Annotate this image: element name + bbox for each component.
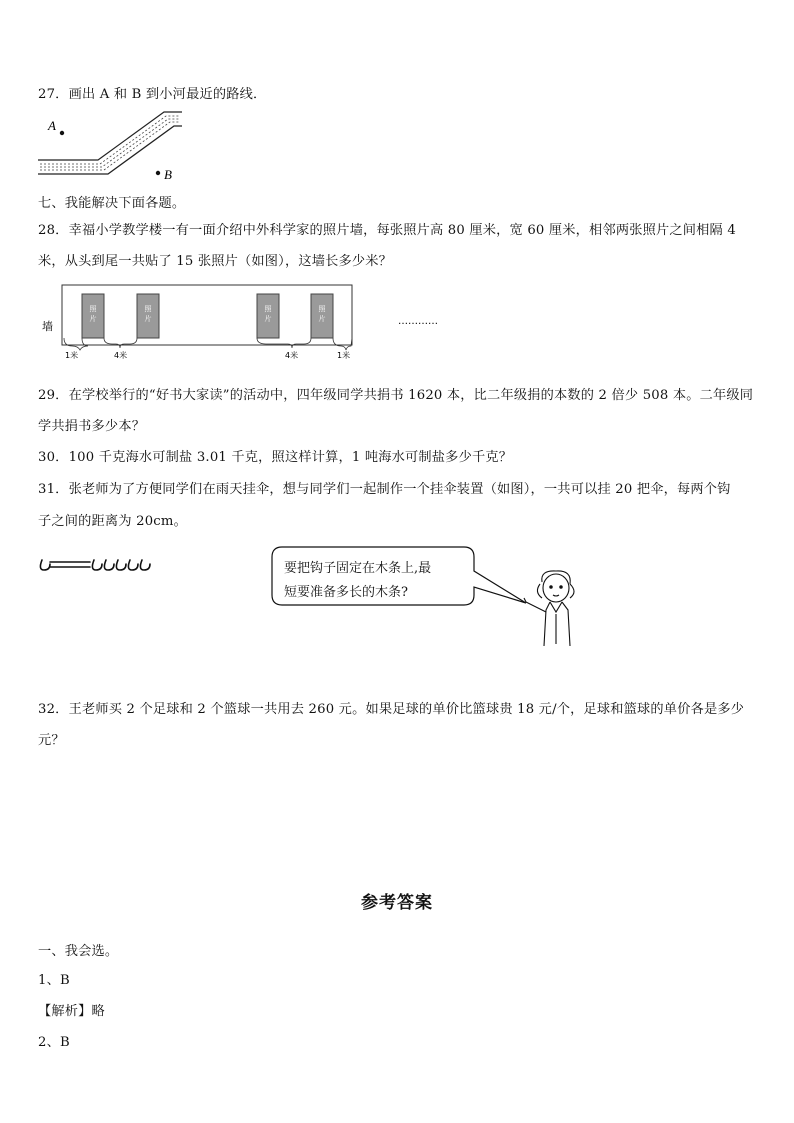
teacher-figure-icon <box>520 566 590 650</box>
answers-title: 参考答案 <box>361 893 433 913</box>
point-b-label: B <box>164 167 172 182</box>
continuation-dots: ………… <box>398 316 438 327</box>
section7-heading: 七、我能解决下面各题。 <box>38 196 186 211</box>
answers-section1: 一、我会选。 <box>38 944 119 959</box>
point-a-label: A <box>48 118 56 133</box>
photo-wall-diagram <box>38 284 458 364</box>
svg-text:片: 片 <box>144 315 152 323</box>
photo-4 <box>311 294 333 338</box>
speech-bubble <box>268 545 538 611</box>
answer-1: 1、B <box>38 973 70 988</box>
hook-bar-drawing <box>36 556 156 580</box>
q27-text: 27．画出 A 和 B 到小河最近的路线． <box>38 87 267 102</box>
svg-text:片: 片 <box>264 315 272 323</box>
svg-text:照: 照 <box>144 305 152 313</box>
point-b-dot <box>156 171 160 175</box>
q31-line1: 31．张老师为了方便同学们在雨天挂伞，想与同学们一起制作一个挂伞装置（如图），一共可以挂 20 把伞，每两个钩 <box>38 482 731 497</box>
svg-text:片: 片 <box>89 315 97 323</box>
wall-frame <box>62 285 352 345</box>
svg-text:照: 照 <box>89 305 97 313</box>
gap-mid-2: 4米 <box>285 351 299 360</box>
q32-line2: 元？ <box>38 733 65 748</box>
answer-2: 2、B <box>38 1035 70 1050</box>
q28-line1: 28．幸福小学教学楼一有一面介绍中外科学家的照片墙，每张照片高 80 厘米，宽 60 厘米，相邻两张照片之间相隔 4 <box>38 223 736 238</box>
bubble-line2: 短要准备多长的木条? <box>284 585 408 600</box>
q29-line2: 学共捐书多少本？ <box>38 419 146 434</box>
gap-left-edge: 1米 <box>65 351 79 360</box>
svg-text:照: 照 <box>318 305 326 313</box>
q28-line2: 米，从头到尾一共贴了 15 张照片（如图），这墙长多少米？ <box>38 254 393 269</box>
answer-1-analysis: 【解析】略 <box>38 1004 105 1019</box>
river-diagram <box>36 108 186 186</box>
bubble-line1: 要把钩子固定在木条上,最 <box>284 561 432 576</box>
q30-text: 30．100 千克海水可制盐 3.01 千克，照这样计算，1 吨海水可制盐多少千克？ <box>38 450 513 465</box>
q29-line1: 29．在学校举行的“好书大家读”的活动中，四年级同学共捐书 1620 本，比二年级捐的本数的 2 倍少 508 本。二年级同 <box>38 388 754 403</box>
q31-line2: 子之间的距离为 20cm。 <box>38 514 187 529</box>
wall-label: 墙 <box>42 320 53 333</box>
svg-text:照: 照 <box>264 305 272 313</box>
svg-text:片: 片 <box>318 315 326 323</box>
gap-mid-1: 4米 <box>114 351 128 360</box>
photo-3 <box>257 294 279 338</box>
photo-1 <box>82 294 104 338</box>
gap-right-edge: 1米 <box>337 351 351 360</box>
point-a-dot <box>60 131 64 135</box>
photo-2 <box>137 294 159 338</box>
q32-line1: 32．王老师买 2 个足球和 2 个篮球一共用去 260 元。如果足球的单价比篮球贵 18 元/个，足球和篮球的单价各是多少 <box>38 702 745 717</box>
